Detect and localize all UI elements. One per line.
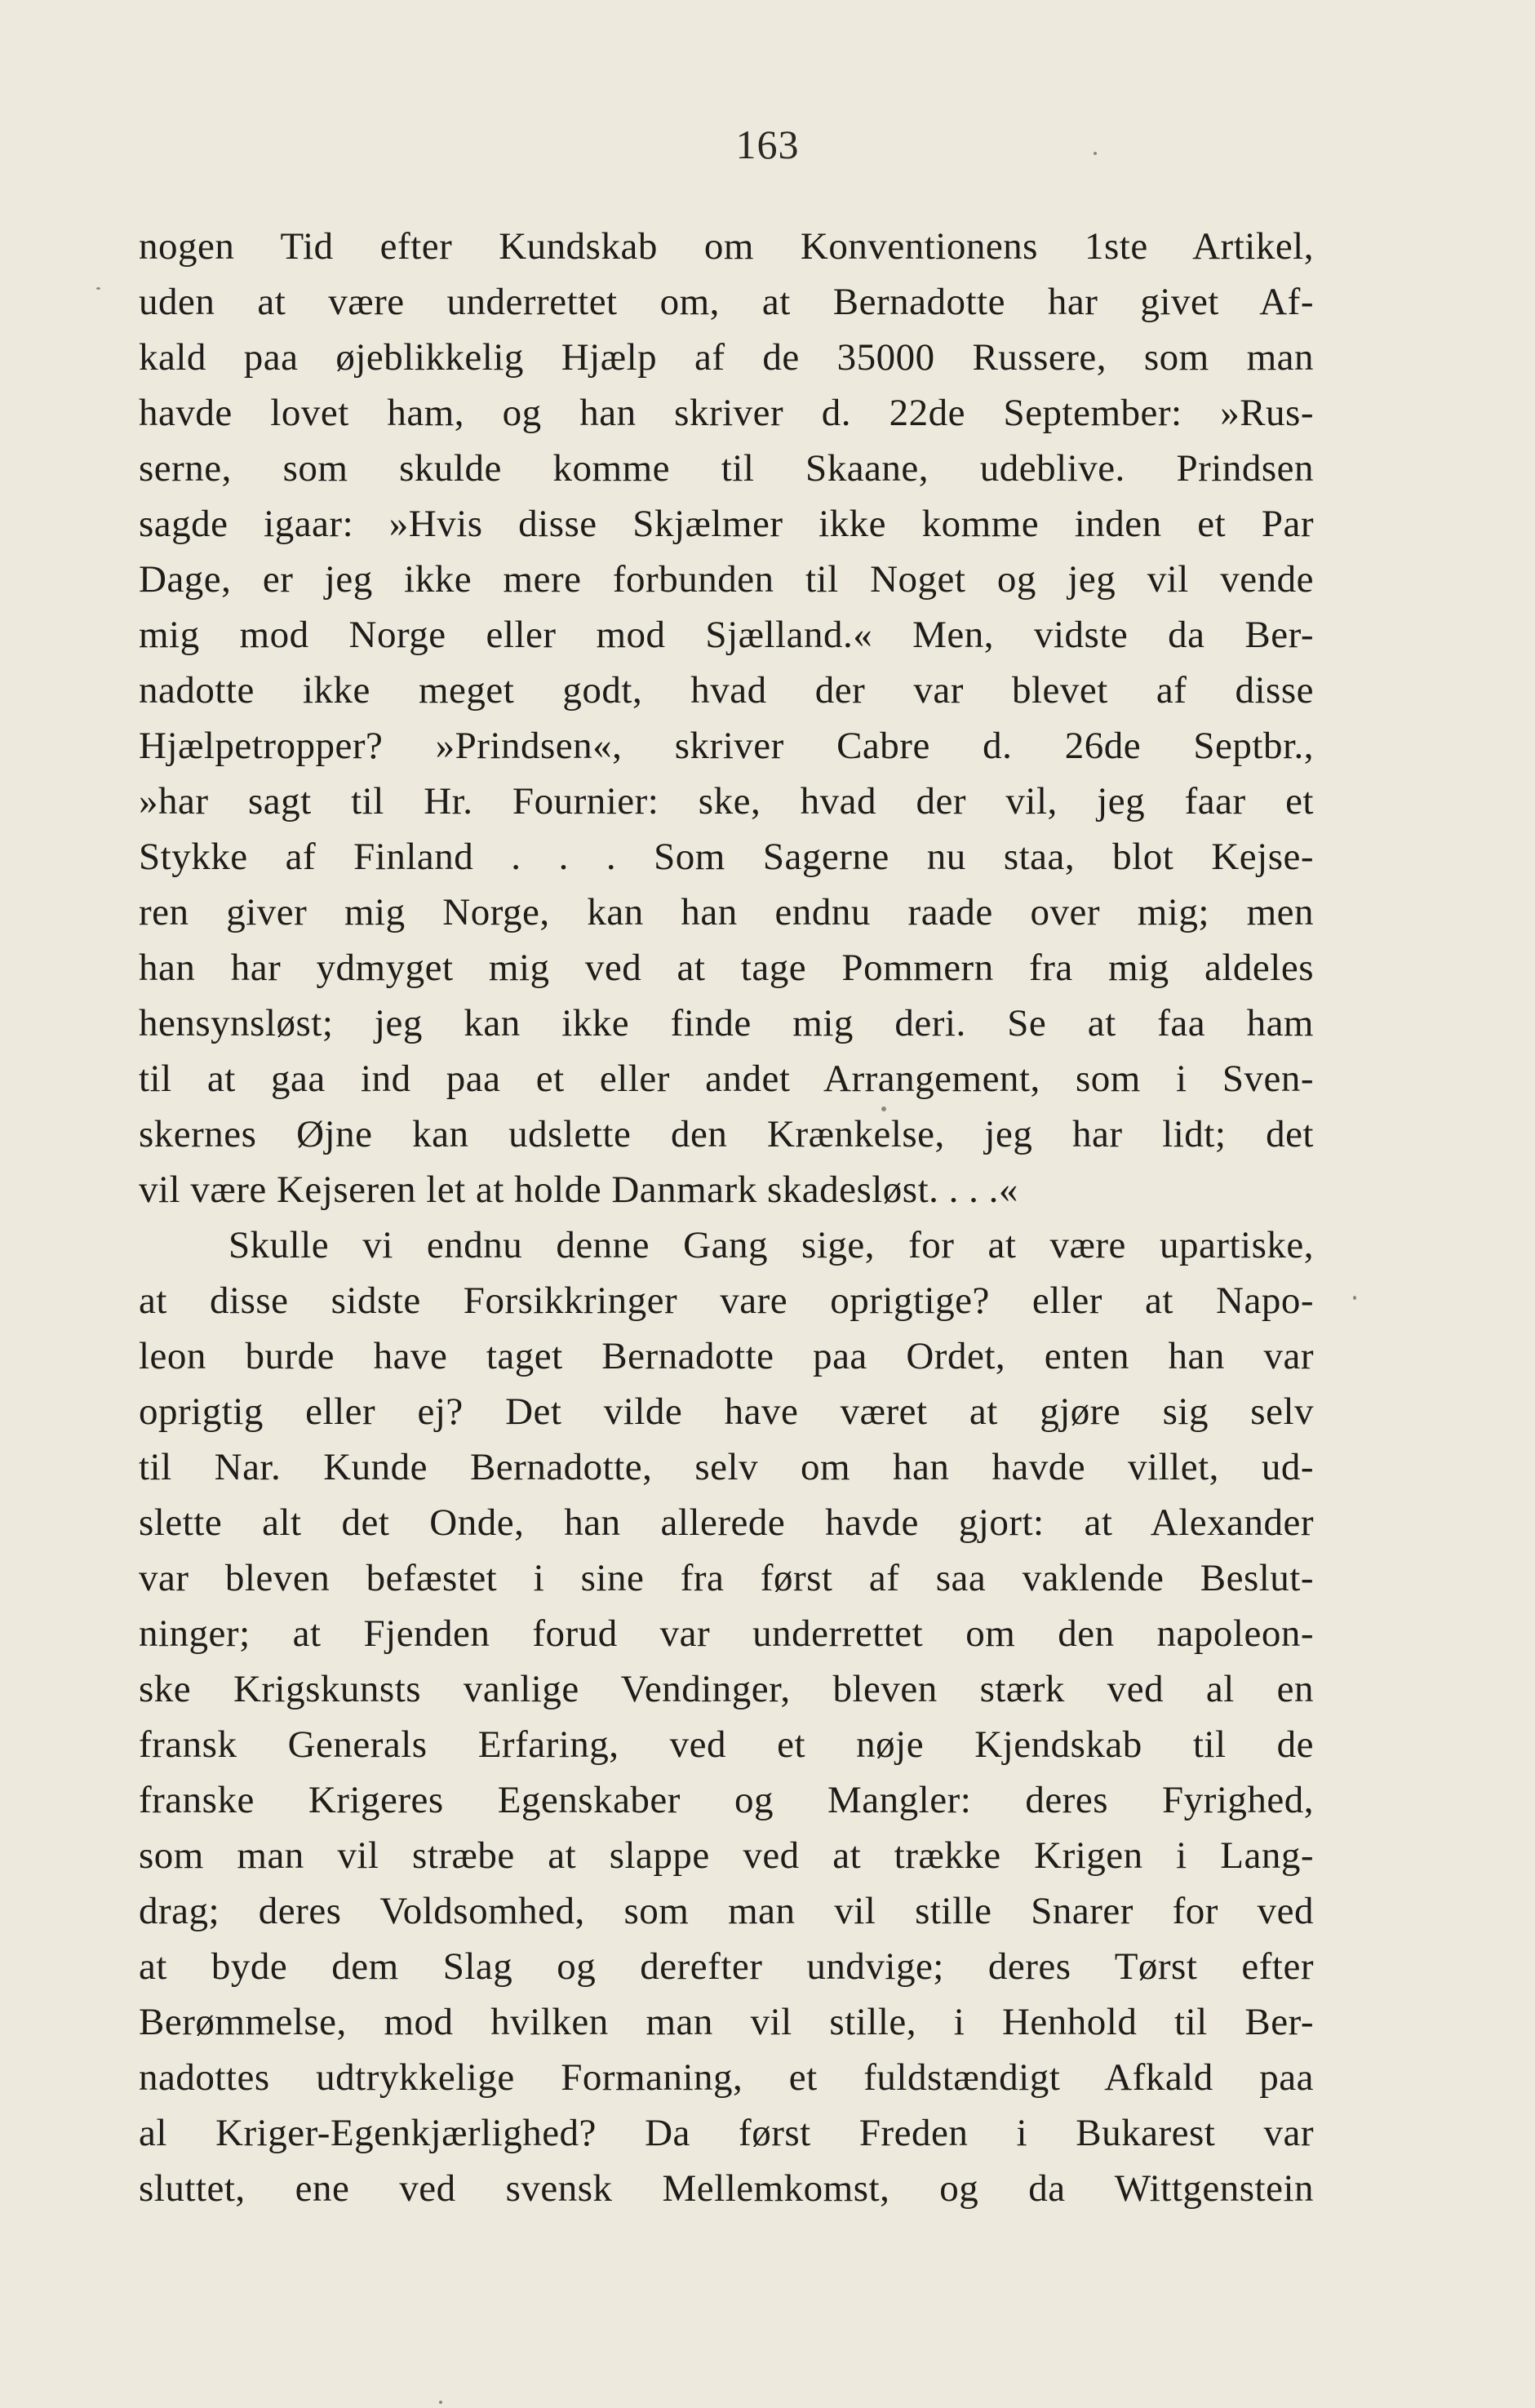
text-line: mig mod Norge eller mod Sjælland.« Men, vidste da Ber- (139, 614, 1314, 656)
text-line: ske Krigskunsts vanlige Vendinger, bleven stærk ved al en (139, 1668, 1314, 1710)
page-number: 163 (735, 122, 800, 167)
paper-speck (96, 287, 100, 290)
text-line: oprigtig eller ej? Det vilde have været at gjøre sig selv (139, 1390, 1314, 1433)
text-line: »har sagt til Hr. Fournier: ske, hvad der vil, jeg faar et (139, 780, 1314, 823)
paper-speck (881, 1106, 886, 1111)
text-line: al Kriger-Egenkjærlighed? Da først Freden i Bukarest var (139, 2112, 1314, 2154)
text-line: Hjælpetropper? »Prindsen«, skriver Cabre d. 26de Septbr., (139, 725, 1314, 767)
text-line: drag; deres Voldsomhed, som man vil stille Snarer for ved (139, 1890, 1314, 1932)
text-line: kald paa øjeblikkelig Hjælp af de 35000 Russere, som man (139, 336, 1314, 379)
text-line: til Nar. Kunde Bernadotte, selv om han havde villet, ud- (139, 1446, 1314, 1488)
text-line: Skulle vi endnu denne Gang sige, for at være upartiske, (228, 1224, 1314, 1266)
text-line: Dage, er jeg ikke mere forbunden til Noget og jeg vil vende (139, 558, 1314, 601)
text-line: havde lovet ham, og han skriver d. 22de September: »Rus- (139, 392, 1314, 434)
text-line: nadottes udtrykkelige Formaning, et fuldstændigt Afkald paa (139, 2056, 1314, 2099)
text-line: at disse sidste Forsikkringer vare oprigtige? eller at Napo- (139, 1279, 1314, 1322)
text-line: som man vil stræbe at slappe ved at trække Krigen i Lang- (139, 1834, 1314, 1877)
paper-speck (1094, 152, 1097, 155)
text-line: slette alt det Onde, han allerede havde gjort: at Alexander (139, 1501, 1314, 1544)
text-line: sagde igaar: »Hvis disse Skjælmer ikke komme inden et Par (139, 503, 1314, 545)
text-line: ninger; at Fjenden forud var underrettet om den napoleon- (139, 1612, 1314, 1655)
text-line: var bleven befæstet i sine fra først af saa vaklende Beslut- (139, 1557, 1314, 1599)
text-line: serne, som skulde komme til Skaane, udeblive. Prindsen (139, 447, 1314, 490)
text-line: Berømmelse, mod hvilken man vil stille, i Henhold til Ber- (139, 2001, 1314, 2043)
text-line: nogen Tid efter Kundskab om Konventionens 1ste Artikel, (139, 225, 1314, 268)
text-line: han har ydmyget mig ved at tage Pommern fra mig aldeles (139, 947, 1314, 989)
text-line: franske Krigeres Egenskaber og Mangler: deres Fyrighed, (139, 1779, 1314, 1821)
paper-speck (439, 2401, 442, 2404)
text-line: Stykke af Finland . . . Som Sagerne nu staa, blot Kejse- (139, 836, 1314, 878)
text-line: ren giver mig Norge, kan han endnu raade over mig; men (139, 891, 1314, 933)
text-line: uden at være underrettet om, at Bernadotte har givet Af- (139, 281, 1314, 323)
text-line: til at gaa ind paa et eller andet Arrangement, som i Sven- (139, 1058, 1314, 1100)
text-line: nadotte ikke meget godt, hvad der var blevet af disse (139, 669, 1314, 712)
text-line: sluttet, ene ved svensk Mellemkomst, og da Wittgenstein (139, 2167, 1314, 2210)
text-line: at byde dem Slag og derefter undvige; deres Tørst efter (139, 1945, 1314, 1988)
text-line: hensynsløst; jeg kan ikke finde mig deri. Se at faa ham (139, 1002, 1314, 1044)
text-line: fransk Generals Erfaring, ved et nøje Kjendskab til de (139, 1723, 1314, 1766)
text-line: vil være Kejseren let at holde Danmark skadesløst. . . .« (139, 1169, 1018, 1211)
text-line: leon burde have taget Bernadotte paa Ordet, enten han var (139, 1335, 1314, 1377)
text-line: skernes Øjne kan udslette den Krænkelse, jeg har lidt; det (139, 1113, 1314, 1155)
paper-speck (1353, 1296, 1356, 1300)
body-text (139, 219, 1314, 2216)
